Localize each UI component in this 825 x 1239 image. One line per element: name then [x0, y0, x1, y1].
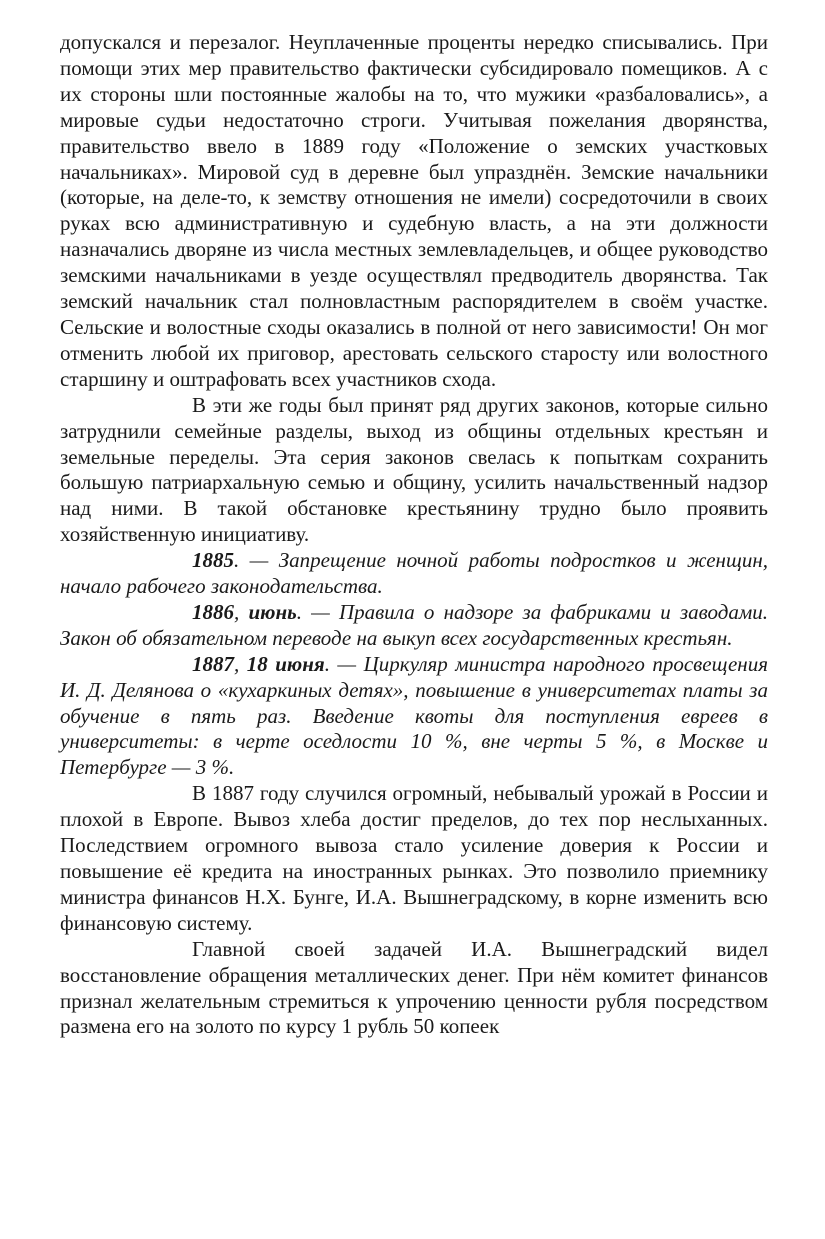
document-page: [60, 30, 768, 1040]
chronology-separator: . —: [324, 651, 364, 676]
chronology-separator: ,: [234, 651, 247, 676]
chronology-separator: . —: [296, 599, 339, 624]
chronology-date-detail: 18 июня: [246, 651, 325, 676]
chronology-entry: [60, 600, 768, 652]
chronology-text: Запрещение ночной работы подростков и женщин, начало рабочего законодательства.: [60, 548, 768, 599]
body-paragraph: В 1887 году случился огромный, небывалый урожай в России и плохой в Европе. Вывоз хлеба достиг пределов, до тех пор неслыханных. Последствием огромного вывоза стало усиление доверия к России и повышение её кредита на иностранных рынках. Это позволило приемнику министра финансов Н.Х. Бунге, И.А. Вышнеградскому, в корне изменить всю финансовую систему.: [60, 781, 768, 935]
chronology-separator: . —: [234, 548, 279, 573]
chronology-text: Циркуляр министра народного просвещения И. Д. Делянова о «кухаркиных детях», повышение в университетах платы за обучение в пять раз. Введение квоты для поступления евреев в университеты: в черте оседлости 10 %, вне черты 5 %, в Москве и Петербурге — 3 %.: [60, 651, 768, 780]
chronology-date: 1887: [192, 651, 234, 676]
chronology-date: 1885: [192, 548, 234, 573]
chronology-date: 1886: [192, 599, 234, 624]
body-paragraph: допускался и перезалог. Неуплаченные проценты нередко списывались. При помощи этих мер правительство фактически субсидировало помещиков. А с их стороны шли постоянные жалобы на то, что мужики «разбаловались», а мировые судьи недостаточно строги. Учитывая пожелания дворянства, правительство ввело в 1889 году «Положение о земских участковых начальниках». Мировой суд в деревне был упразднён. Земские начальники (которые, на деле-то, к земству отношения не имели) сосредоточили в своих руках всю административную и судебную власть, а на эти должности назначались дворяне из числа местных землевладельцев, и общее руководство земскими начальниками в уезде осуществлял предводитель дворянства. Так земский начальник стал полновластным распорядителем в своём участке. Сельские и волостные сходы оказались в полной от него зависимости! Он мог отменить любой их приговор, арестовать сельского старосту или волостного старшину и оштрафовать всех участников схода.: [60, 30, 768, 391]
chronology-date-detail: июнь: [248, 599, 297, 624]
chronology-entry: [60, 548, 768, 600]
chronology-entry: [60, 652, 768, 782]
chronology-separator: ,: [234, 599, 249, 624]
body-paragraph: Главной своей задачей И.А. Вышнеградский видел восстановление обращения металлических денег. При нём комитет финансов признал желательным стремиться к упрочению ценности рубля посредством размена его на золото по курсу 1 рубль 50 копеек: [60, 936, 768, 1039]
body-paragraph: В эти же годы был принят ряд других законов, которые сильно затруднили семейные разделы, выход из общины отдельных крестьян и земельные переделы. Эта серия законов свелась к попыткам сохранить большую патриархальную семью и общину, усилить начальственный надзор над ними. В такой обстановке крестьянину трудно было проявить хозяйственную инициативу.: [60, 392, 768, 547]
chronology-text: Правила о надзоре за фабриками и заводами. Закон об обязательном переводе на выкуп всех государственных крестьян.: [60, 599, 768, 650]
